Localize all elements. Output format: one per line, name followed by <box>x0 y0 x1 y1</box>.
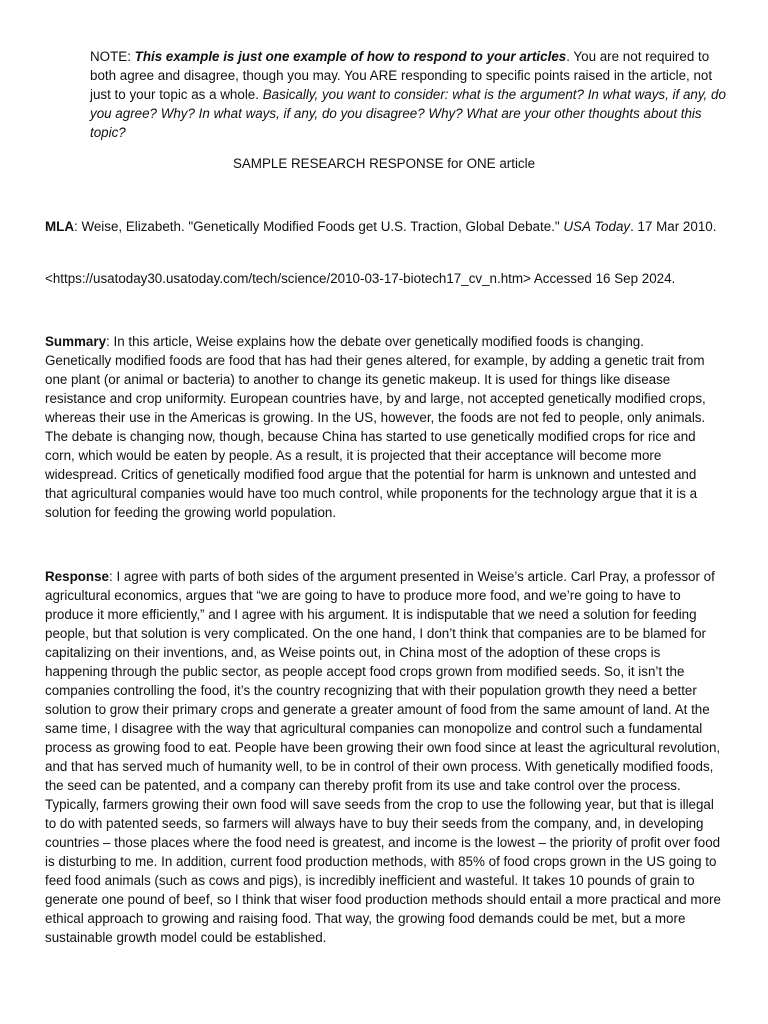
summary-paragraph <box>45 332 713 522</box>
response-paragraph <box>45 567 725 947</box>
page-title: SAMPLE RESEARCH RESPONSE for ONE article <box>232 156 536 171</box>
citation-url: <https://usatoday30.usatoday.com/tech/science/2010-03-17-biotech17_cv_n.htm> Accessed 16 Sep 2024. <box>45 271 676 286</box>
note-emphasis: This example is just one example of how to respond to your articles <box>134 49 567 64</box>
mla-citation <box>45 217 735 236</box>
note-prefix: NOTE: <box>90 49 135 64</box>
citation-date: . 17 Mar 2010. <box>630 219 717 234</box>
publication-title: USA Today <box>563 219 631 234</box>
note-body: . You are not required to both agree and disagree, though you may. You ARE responding to specific points raised in the article, not just to your topic as a whole. <box>90 49 713 102</box>
summary-text: : In this article, Weise explains how the debate over genetically modified foods is changing. Genetically modified foods are food that has had their genes altered, for example, by adding a genetic trait from one plant (or animal or bacteria) to another to change its genetic makeup. It is used for things like disease resistance and crop uniformity. European countries have, by and large, not accepted genetically modified crops, whereas their use in the Americas is growing. In the US, however, the foods are not fed to people, only animals. The debate is changing now, though, because China has started to use genetically modified crops for rice and corn, which would be eaten by people. As a result, it is projected that their acceptance will become more widespread. Critics of genetically modified food argue that the potential for harm is unknown and untested and that agricultural companies would have too much control, while proponents for the technology argue that it is a solution for feeding the growing world population. <box>45 334 706 520</box>
citation-text: : Weise, Elizabeth. "Genetically Modified Foods get U.S. Traction, Global Debate." <box>74 219 564 234</box>
response-text: : I agree with parts of both sides of the argument presented in Weise’s article. Carl Pray, a professor of agricultural economics, argues that “we are going to have to produce more food, and we’re going to have to produce it more efficiently,” and I agree with his argument. It is indisputable that we need a solution for feeding people, but that solution is very complicated. On the one hand, I don’t think that companies are to be blamed for capitalizing on their inventions, and, as Weise points out, in China most of the adoption of these crops is happening through the public sector, as people accept food crops grown from modified seeds. So, it isn’t the companies controlling the food, it’s the country recognizing that with their population growth they need a better solution to grow their primary crops and generate a greater amount of food from the same amount of land. At the same time, I disagree with the way that agricultural companies can monopolize and control such a fundamental process as growing food to eat. People have been growing their own food since at least the agricultural revolution, and that has served much of humanity well, to be in control of their own process. With genetically modified foods, the seed can be patented, and a company can thereby profit from its use and take control over the process. Typically, farmers growing their own food will save seeds from the crop to use the following year, but that is illegal to do with patented seeds, so farmers will always have to buy their seeds from the company, and, in developing countries – those places where the food need is greatest, and income is the lowest – the priority of profit over food is disturbing to me. In addition, current food production methods, with 85% of food crops grown in the US going to feed food animals (such as cows and pigs), is incredibly inefficient and wasteful. It takes 10 pounds of grain to generate one pound of beef, so I think that wiser food production methods should entail a more practical and more ethical approach to growing and raising food. That way, the growing food demands could be met, but a more sustainable growth model could be established. <box>45 569 721 945</box>
response-label: Response <box>45 569 109 584</box>
mla-label: MLA <box>45 219 75 234</box>
instruction-note <box>90 47 730 142</box>
note-guiding-questions: Basically, you want to consider: what is the argument? In what ways, if any, do you agree? Why? In what ways, if any, do you disagree? Why? What are your other thoughts about this topic? <box>90 87 726 140</box>
summary-label: Summary <box>45 334 107 349</box>
